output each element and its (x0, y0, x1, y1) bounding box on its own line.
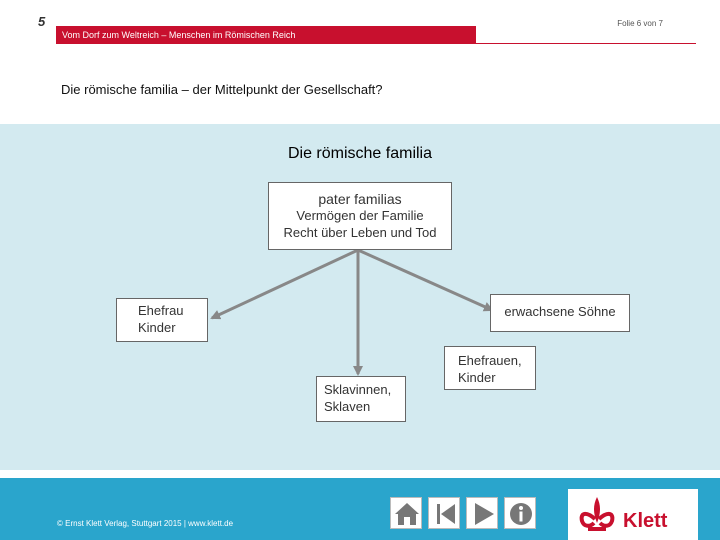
ehefrau-box (116, 298, 208, 342)
ehefrauen-line1: Ehefrauen, (458, 353, 522, 368)
first-slide-button[interactable] (428, 497, 460, 529)
slide-counter: Folie 6 von 7 (617, 19, 663, 28)
ehefrau-line1: Ehefrau (138, 303, 184, 318)
chapter-title: Vom Dorf zum Weltreich – Menschen im Römischen Reich (62, 30, 296, 40)
pater-line3: Recht über Leben und Tod (283, 225, 437, 240)
info-button[interactable] (504, 497, 536, 529)
slide-title: Die römische familia – der Mittelpunkt der Gesellschaft? (61, 82, 383, 97)
soehne-line1: erwachsene Söhne (504, 304, 616, 319)
logo-text: Klett (623, 510, 668, 532)
sklaven-line2: Sklaven (324, 399, 371, 414)
pater-familias-box (268, 182, 452, 250)
pater-line2: Vermögen der Familie (296, 208, 424, 223)
next-slide-button[interactable] (466, 497, 498, 529)
sklaven-line1: Sklavinnen, (324, 382, 392, 397)
next-slide-icon (467, 498, 499, 530)
info-icon (505, 498, 537, 530)
copyright-text: © Ernst Klett Verlag, Stuttgart 2015 | www.klett.de (57, 519, 234, 528)
home-icon (391, 498, 423, 530)
klett-logo (568, 489, 698, 540)
ehefrau-line2: Kinder (138, 320, 176, 335)
first-slide-icon (429, 498, 461, 530)
sklaven-box (316, 376, 406, 422)
lily-icon (572, 489, 622, 540)
diagram-title: Die römische familia (287, 145, 433, 162)
chapter-number: 5 (38, 14, 46, 29)
ehefrauen-line2: Kinder (458, 370, 496, 385)
home-button[interactable] (390, 497, 422, 529)
soehne-box (490, 294, 630, 332)
ehefrauen-box (444, 346, 536, 390)
arrow-to-soehne (358, 250, 492, 310)
pater-line1: pater familias (318, 191, 402, 207)
arrow-to-ehefrau (212, 250, 358, 318)
